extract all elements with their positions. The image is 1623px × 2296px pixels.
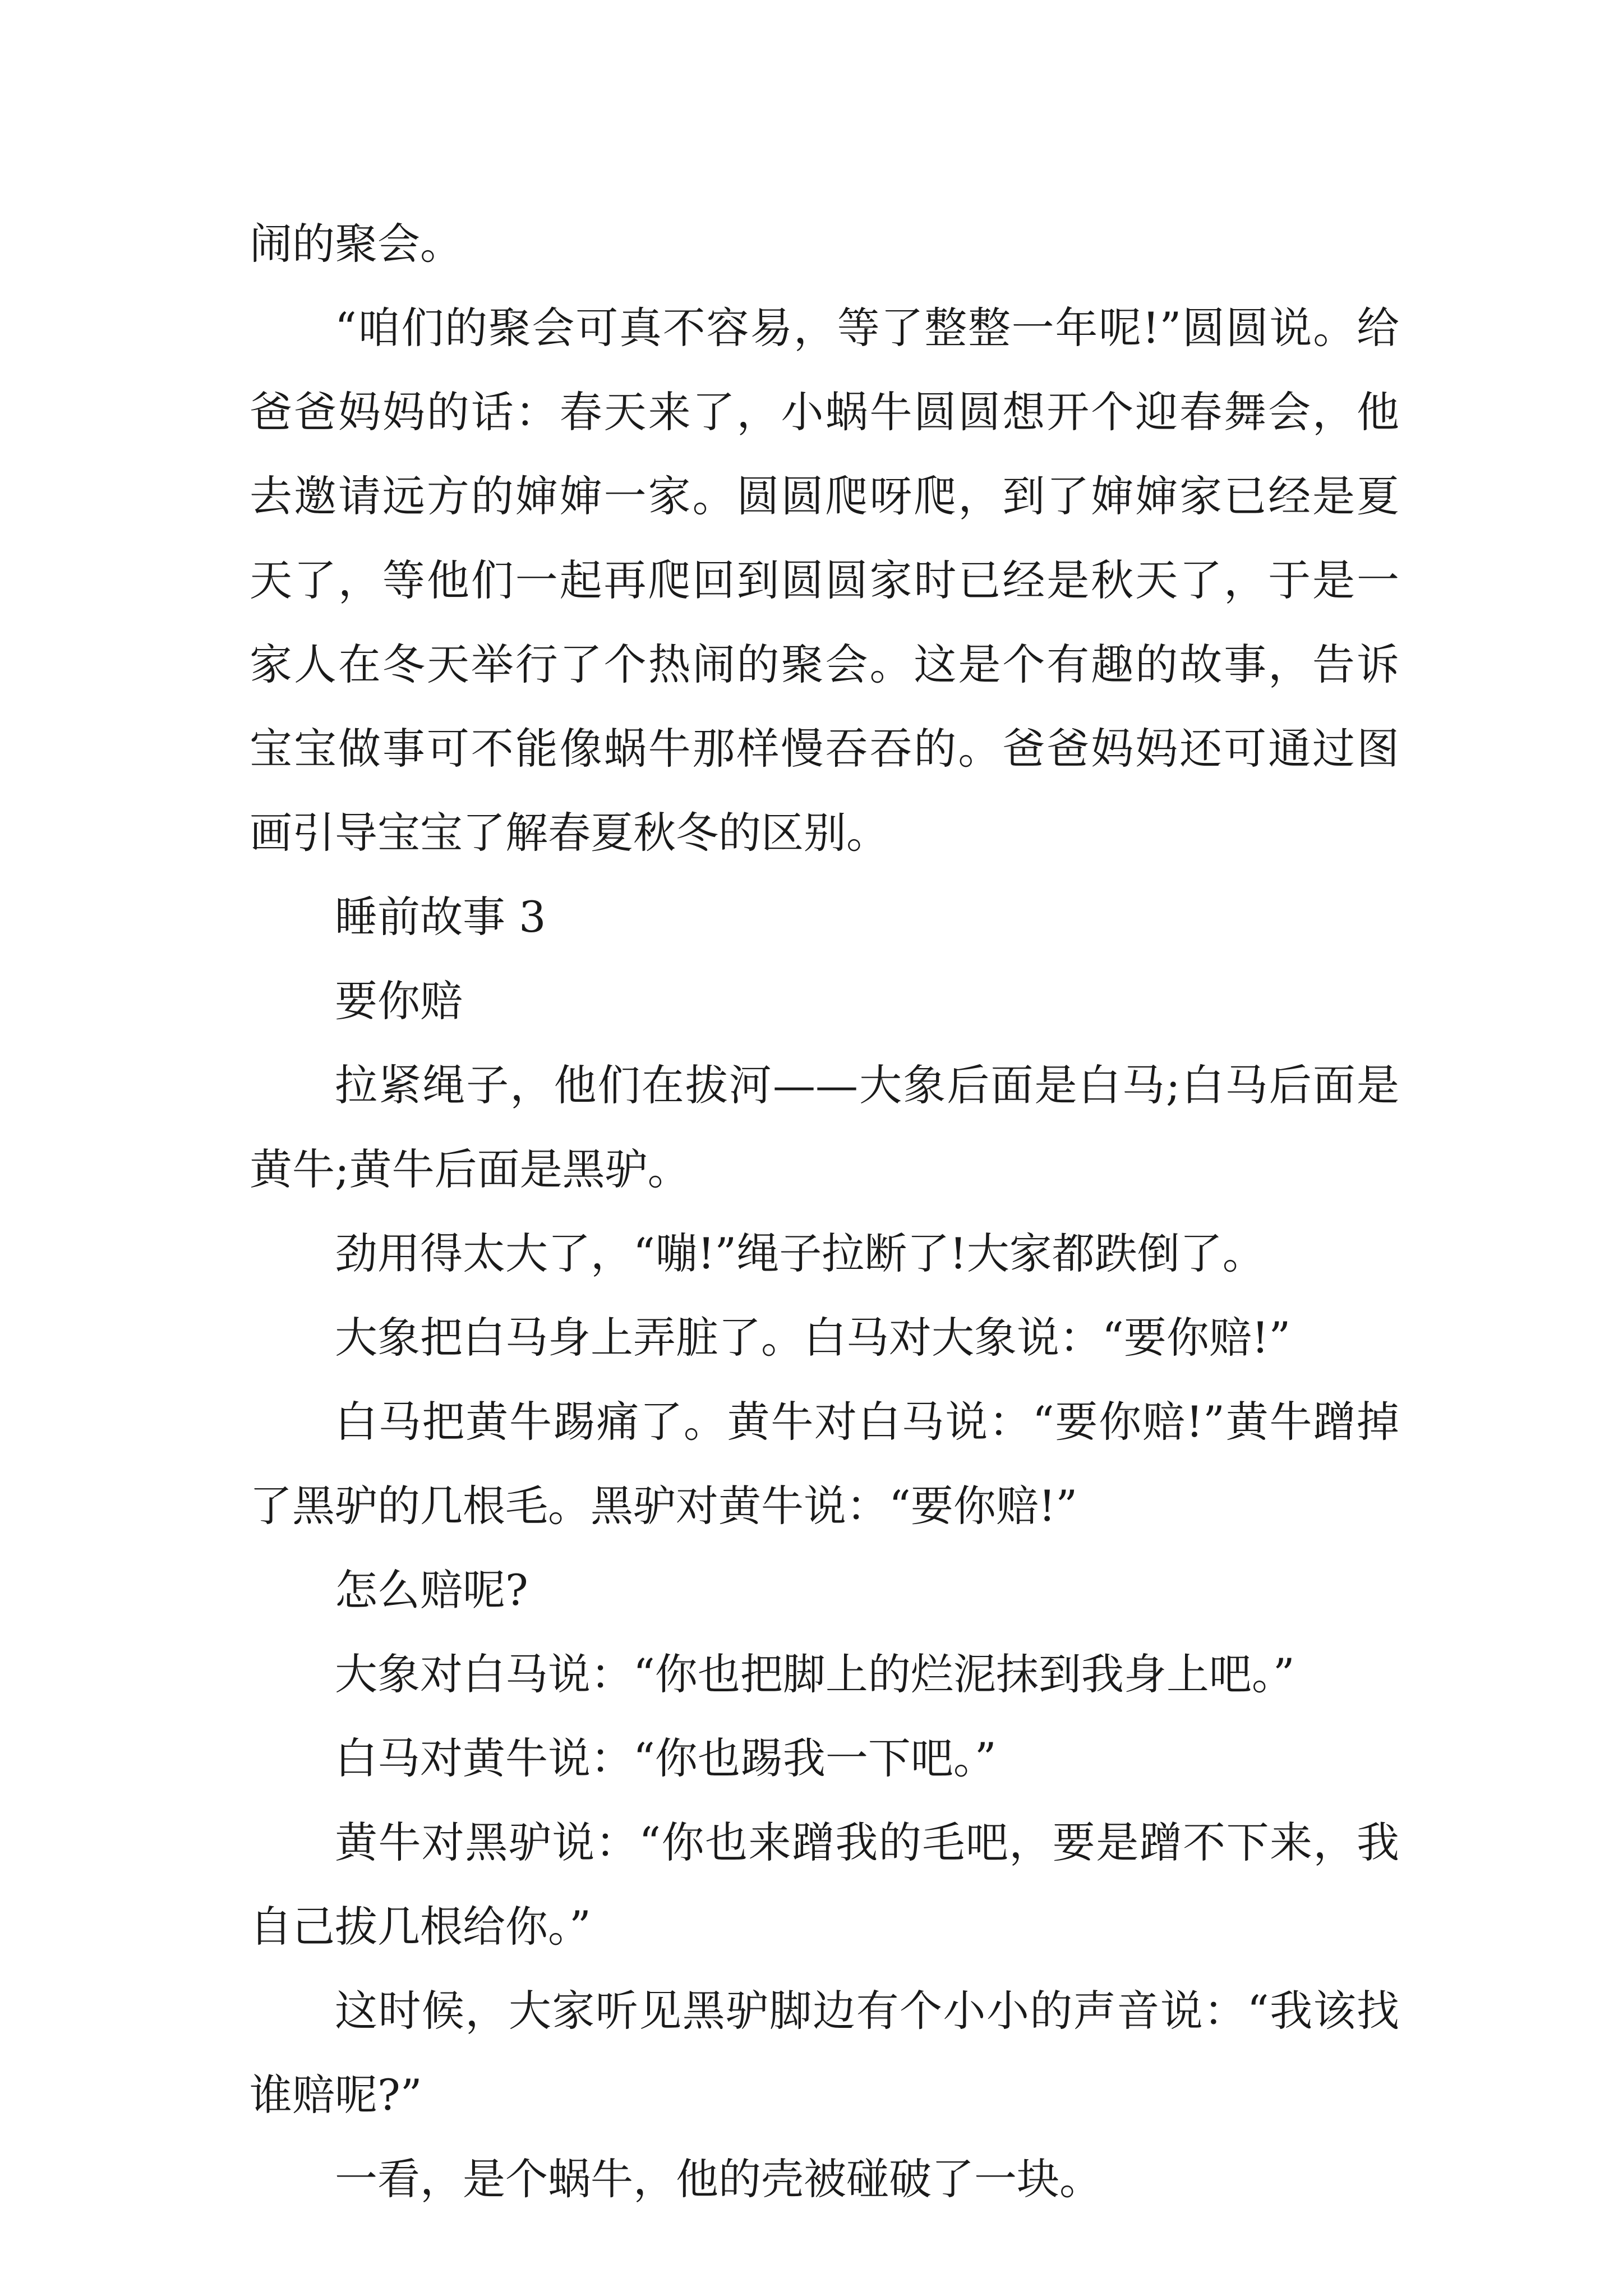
paragraph-horse-ox-donkey: 白马把黄牛踢痛了。黄牛对白马说：“要你赔!”黄牛蹭掉了黑驴的几根毛。黑驴对黄牛说：“要你赔!” [250,1397,1399,1531]
paragraph-continuation: 闹的聚会。 [250,219,463,269]
paragraph-tug-of-war: 拉紧绳子，他们在拔河——大象后面是白马;白马后面是黄牛;黄牛后面是黑驴。 [250,1060,1399,1194]
paragraph-horse-reply: 白马对黄牛说：“你也踢我一下吧。” [335,1733,997,1783]
paragraph-elephant-horse: 大象把白马身上弄脏了。白马对大象说：“要你赔!” [335,1313,1291,1363]
section-heading: 睡前故事 3 [335,892,546,942]
paragraph-ox-reply: 黄牛对黑驴说：“你也来蹭我的毛吧，要是蹭不下来，我自己拔几根给你。” [250,1818,1399,1952]
document-body [250,202,1399,2221]
paragraph-rope-breaks: 劲用得太大了，“嘣!”绳子拉断了!大家都跌倒了。 [335,1228,1265,1278]
paragraph-snail-voice: 这时候，大家听见黑驴脚边有个小小的声音说：“我该找谁赔呢?” [250,1986,1399,2120]
paragraph-question: 怎么赔呢? [335,1565,528,1615]
paragraph-snail-reveal: 一看，是个蜗牛，他的壳被碰破了一块。 [335,2154,1102,2204]
paragraph-elephant-reply: 大象对白马说：“你也把脚上的烂泥抹到我身上吧。” [335,1649,1295,1699]
story-title: 要你赔 [335,976,463,1026]
paragraph-parents-note: “咱们的聚会可真不容易，等了整整一年呢!”圆圆说。给爸爸妈妈的话：春天来了，小蜗牛圆圆想开个迎春舞会，他去邀请远方的婶婶一家。圆圆爬呀爬，到了婶婶家已经是夏天了，等他们一起再爬回到圆圆家时已经是秋天了，于是一家人在冬天举行了个热闹的聚会。这是个有趣的故事，告诉宝宝做事可不能像蜗牛那样慢吞吞的。爸爸妈妈还可通过图画引导宝宝了解春夏秋冬的区别。 [250,303,1399,858]
